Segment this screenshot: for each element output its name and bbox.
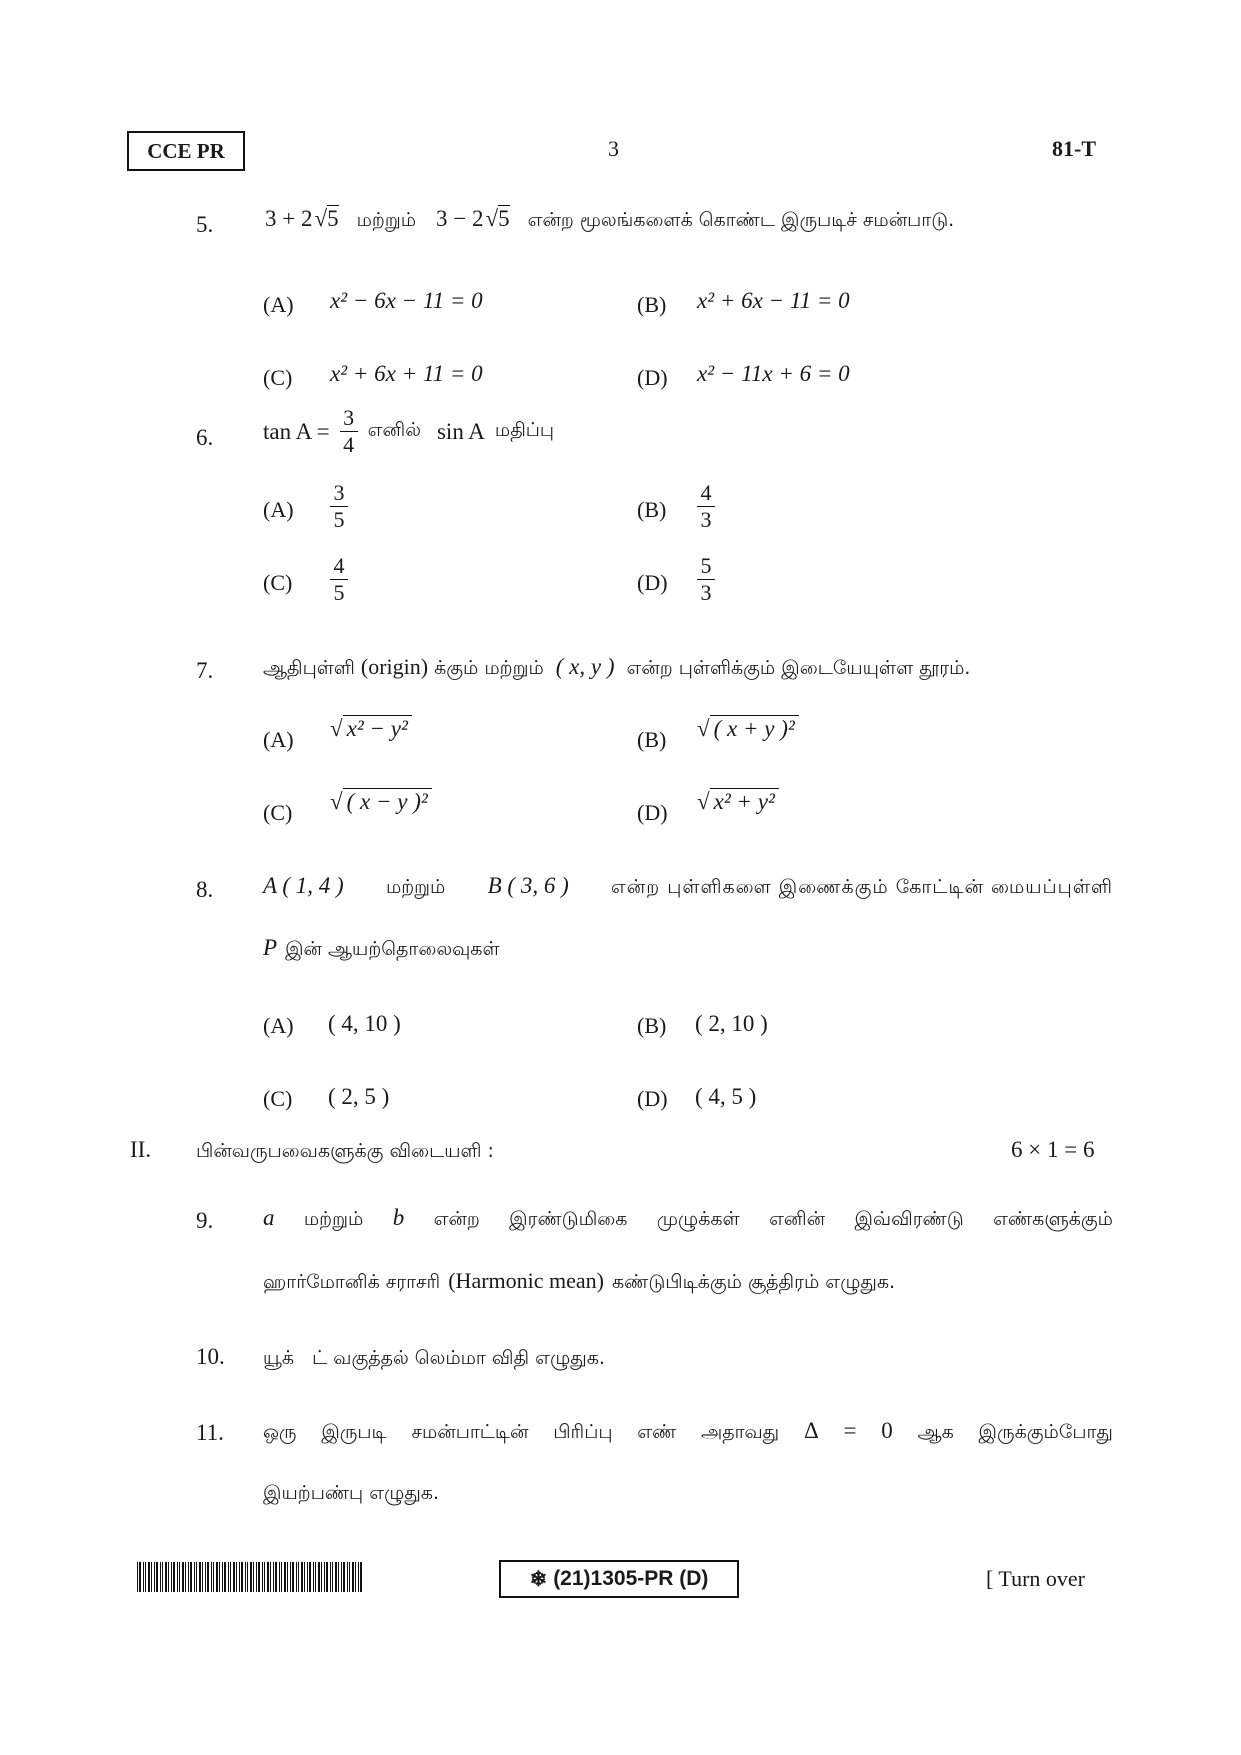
barcode-image: [137, 1562, 365, 1592]
point-a: A ( 1, 4 ): [263, 873, 344, 898]
option-label-6a: (A): [263, 497, 294, 522]
footer-code: (21)1305-PR (D): [553, 1567, 709, 1590]
q9line1-word: எண்களுக்கும்: [993, 1208, 1113, 1230]
q11line1-word: ஒரு: [263, 1421, 297, 1443]
q9line1-word: மற்றும்: [303, 1208, 364, 1230]
option-label-8c: (C): [263, 1086, 293, 1111]
q9line1-word: எனின்: [769, 1208, 826, 1230]
option-7c: √ ( x − y )²: [330, 789, 432, 815]
q11line1-word: இருபடி: [321, 1421, 387, 1443]
q11line1-word: பிரிப்பு: [553, 1421, 613, 1443]
question-number-9: 9.: [196, 1208, 214, 1233]
option-6c: 4 5: [330, 553, 348, 606]
option-8a: ( 4, 10 ): [328, 1011, 401, 1036]
q9line1-word: முழுக்கள்: [656, 1208, 740, 1230]
page-number: 3: [608, 136, 619, 161]
section-roman: II.: [130, 1137, 152, 1162]
point-xy: ( x, y ): [555, 654, 615, 679]
option-5d: x² − 11x + 6 = 0: [697, 361, 850, 386]
question-7-text: ஆதிபுள்ளி (origin) க்கும் மற்றும் ( x, y ) என்ற புள்ளிக்கும் இடையேயுள்ள தூரம்.: [263, 654, 971, 679]
option-label-8d: (D): [637, 1086, 668, 1111]
paper-code: 81-T: [1052, 136, 1096, 161]
sqrt-1: √5: [314, 206, 339, 231]
question-number-6: 6.: [196, 425, 214, 450]
footer-code-box: [499, 1560, 739, 1598]
q11line1-word: Δ: [803, 1418, 819, 1443]
option-label-6d: (D): [637, 570, 668, 595]
option-label-5d: (D): [637, 365, 668, 390]
option-6d: 5 3: [697, 553, 715, 606]
q9line1-word: இரண்டுமிகை: [509, 1208, 628, 1230]
question-5-text: [265, 206, 954, 234]
option-label-5b: (B): [637, 292, 667, 317]
question-number-11: 11.: [196, 1420, 224, 1445]
question-5-tail: என்ற மூலங்களைக் கொண்ட இருபடிச் சமன்பாடு.: [527, 209, 955, 231]
q9line1-word: என்ற: [433, 1208, 480, 1230]
tan-expression: tan A =: [263, 418, 330, 444]
question-9-line-1: [263, 1205, 1113, 1233]
option-label-5a: (A): [263, 292, 294, 317]
option-7a: √ x² − y²: [330, 716, 412, 742]
question-11-line-2: இயற்பண்பு எழுதுக.: [263, 1482, 439, 1504]
q11line1-word: இருக்கும்போது: [978, 1421, 1113, 1443]
question-6-tail: மதிப்பு: [494, 419, 555, 441]
exam-code-box: CCE PR: [127, 131, 245, 171]
q11line1-word: ஆக: [917, 1421, 954, 1443]
q9line1-word: இவ்விரண்டு: [854, 1208, 964, 1230]
option-7d: √ x² + y²: [697, 789, 779, 815]
option-label-7a: (A): [263, 727, 294, 752]
question-10-text: யூக் ட் வகுத்தல் லெம்மா விதி எழுதுக.: [263, 1347, 605, 1369]
question-8-line-1: A ( 1, 4 ) மற்றும் B ( 3, 6 ) என்ற புள்ளிகளை இணைக்கும் கோட்டின் மையப்புள்ளி: [263, 873, 1113, 898]
option-label-7c: (C): [263, 800, 293, 825]
option-label-8a: (A): [263, 1013, 294, 1038]
root-expression-2: 3 − 2: [436, 206, 484, 231]
q11line1-word: 0: [881, 1418, 893, 1443]
question-number-8: 8.: [196, 877, 214, 902]
question-11-line-1: [263, 1418, 1113, 1446]
question-6-text: [263, 405, 554, 458]
option-5c: x² + 6x + 11 = 0: [330, 361, 483, 386]
question-9-line-2: ஹார்மோனிக் சராசரி (Harmonic mean) கண்டுபிடிக்கும் சூத்திரம் எழுதுக.: [263, 1268, 896, 1293]
conjunction: மற்றும்: [356, 209, 417, 231]
option-8c: ( 2, 5 ): [328, 1084, 390, 1109]
question-number-5: 5.: [196, 212, 214, 237]
question-8-line-2: P இன் ஆயற்தொலைவுகள்: [263, 935, 500, 960]
option-label-7d: (D): [637, 800, 668, 825]
sqrt-2: √5: [485, 206, 510, 231]
turn-over-label: [ Turn over: [986, 1566, 1086, 1591]
q11line1-word: எண்: [637, 1421, 677, 1443]
section-instruction: பின்வருபவைகளுக்கு விடையளி :: [196, 1140, 494, 1162]
question-number-7: 7.: [196, 658, 214, 683]
option-6b: 4 3: [697, 480, 715, 533]
q11line1-word: =: [843, 1418, 857, 1443]
root-expression-1: 3 + 2: [265, 206, 313, 231]
option-8d: ( 4, 5 ): [695, 1084, 757, 1109]
q9line1-word: b: [392, 1205, 405, 1230]
option-8b: ( 2, 10 ): [695, 1011, 768, 1036]
q11line1-word: அதாவது: [701, 1421, 780, 1443]
section-marks: 6 × 1 = 6: [1011, 1137, 1095, 1162]
point-b: B ( 3, 6 ): [487, 873, 569, 898]
q9line1-word: a: [263, 1205, 275, 1230]
option-label-8b: (B): [637, 1013, 667, 1038]
option-5a: x² − 6x − 11 = 0: [330, 288, 483, 313]
option-5b: x² + 6x − 11 = 0: [697, 288, 850, 313]
point-p: P: [263, 935, 278, 960]
option-label-6b: (B): [637, 497, 667, 522]
option-7b: √ ( x + y )²: [697, 716, 799, 742]
question-6-condition: எனில்: [367, 419, 421, 441]
option-label-6c: (C): [263, 570, 293, 595]
option-6a: 3 5: [330, 480, 348, 533]
fraction-3-4: $\frac{3}{4}$: [340, 405, 358, 458]
sin-expression: sin A: [436, 418, 485, 444]
option-label-7b: (B): [637, 727, 667, 752]
q11line1-word: சமன்பாட்டின்: [411, 1421, 529, 1443]
snowflake-icon: ❄: [529, 1567, 548, 1591]
question-number-10: 10.: [196, 1344, 225, 1369]
option-label-5c: (C): [263, 365, 293, 390]
